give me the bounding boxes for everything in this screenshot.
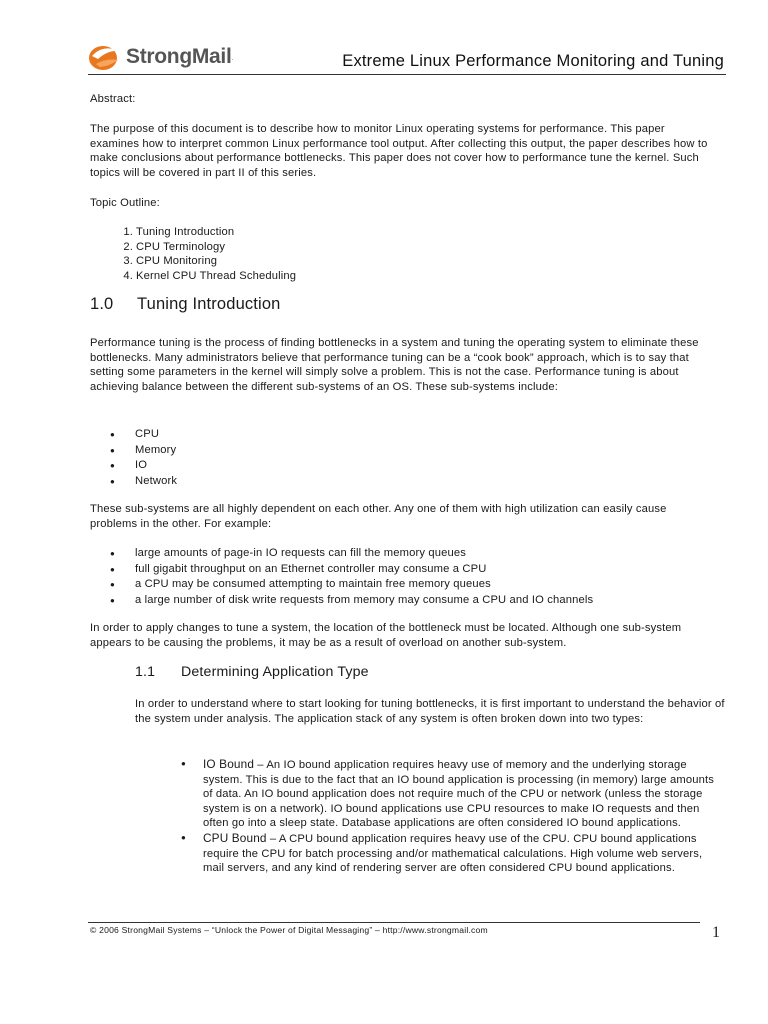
outline-label: Topic Outline:: [90, 197, 160, 209]
list-item: ● IO: [90, 458, 177, 474]
outline-item: [90, 225, 296, 240]
footer-copyright: © 2006 StrongMail Systems – “Unlock the Power of Digital Messaging” – http://www.strongmail.com: [90, 925, 488, 935]
type-term: IO Bound: [203, 757, 255, 771]
type-description: – An IO bound application requires heavy use of memory and the underlying storage system. This is due to the fact that an IO bound application is processing (in memory) large amounts of data. An IO bound application does not require much of the CPU or network (unless the storage system is on a network). IO bound applications use CPU resources to make IO requests and then often go into a sleep state. Database applications are often considered IO bound applications.: [203, 759, 715, 830]
type-description: – A CPU bound application requires heavy use of the CPU. CPU bound applications require the CPU for batch processing and/or mathematical calculations. High volume web servers, mail servers, and any kind of rendering server are often considered CPU bound applications.: [203, 832, 703, 875]
application-types: [135, 757, 725, 876]
tuning-intro-paragraph: Performance tuning is the process of finding bottlenecks in a system and tuning the operating system to eliminate these bottlenecks. Many administrators believe that performance tuning can be a “cook book” approach, which is to say that setting some parameters in the kernel will simply solve a problem. This is not the case. Performance tuning is about achieving balance between the different sub-systems of an OS. These sub-systems include:: [90, 337, 699, 393]
list-item: ● full gigabit throughput on an Ethernet controller may consume a CPU: [90, 562, 593, 578]
section-title: Tuning Introduction: [137, 295, 281, 313]
outline-item-number: 4.: [123, 269, 133, 282]
subsection-number: 1.1: [135, 664, 156, 680]
application-type-paragraph: In order to understand where to start looking for tuning bottlenecks, it is first important to understand the behavior of the system under analysis. The application stack of any system is often broken down into two types:: [135, 698, 725, 725]
outline-item-number: 1.: [123, 226, 133, 238]
list-item: ● Memory: [90, 443, 177, 459]
subsection-title: Determining Application Type: [181, 664, 369, 680]
outline-item: [90, 269, 296, 284]
section-heading-1-1: [135, 665, 369, 680]
bottleneck-location-paragraph: In order to apply changes to tune a system, the location of the bottleneck must be located. Although one sub-system appears to be causing the problems, it may be as a result of overload on another sub-system.: [90, 622, 682, 649]
list-item: [135, 831, 725, 876]
list-item: ● CPU: [90, 427, 177, 443]
outline-item-text: CPU Monitoring: [136, 255, 218, 268]
section-number: 1.0: [90, 295, 114, 313]
page-number: 1: [712, 924, 720, 941]
abstract-label: Abstract:: [90, 93, 136, 105]
outline-item: [90, 240, 296, 255]
list-item: ● a CPU may be consumed attempting to maintain free memory queues: [90, 577, 593, 593]
section-heading-1-0: [90, 297, 281, 312]
strongmail-logo-icon: [88, 42, 122, 72]
strongmail-logo: [88, 41, 234, 73]
dependence-paragraph: These sub-systems are all highly dependent on each other. Any one of them with high utilization can easily cause problems in the other. For example:: [90, 503, 667, 530]
header-rule: [88, 74, 726, 75]
footer-rule: [88, 922, 700, 923]
outline-item-text: CPU Terminology: [136, 240, 226, 253]
list-item: ● Network: [90, 474, 177, 490]
list-item: ● large amounts of page-in IO requests can fill the memory queues: [90, 546, 593, 562]
abstract-body: The purpose of this document is to describe how to monitor Linux operating systems for performance. This paper examines how to interpret common Linux performance tool output. After collecting this output, the paper describes how to make conclusions about performance bottlenecks. This paper does not cover how to performance tune the kernel. Such topics will be covered in part II of this series.: [90, 123, 708, 179]
outline-item-number: 3.: [123, 255, 133, 268]
topic-outline-list: [90, 225, 296, 283]
page-header: [88, 40, 726, 76]
logo-wordmark: StrongMail: [126, 45, 232, 68]
document-title: Extreme Linux Performance Monitoring and Tuning: [342, 52, 724, 70]
type-term: CPU Bound: [203, 830, 267, 845]
list-item: [135, 757, 725, 831]
examples-list: [90, 546, 593, 608]
outline-item-text: Kernel CPU Thread Scheduling: [136, 269, 297, 282]
outline-item-text: Tuning Introduction: [136, 226, 235, 238]
subsystem-list: [90, 427, 177, 489]
application-type-list: [135, 757, 725, 876]
outline-item: [90, 254, 296, 269]
outline-item-number: 2.: [123, 240, 133, 253]
logo-dot: .: [231, 52, 234, 62]
list-item: ● a large number of disk write requests from memory may consume a CPU and IO channels: [90, 593, 593, 609]
